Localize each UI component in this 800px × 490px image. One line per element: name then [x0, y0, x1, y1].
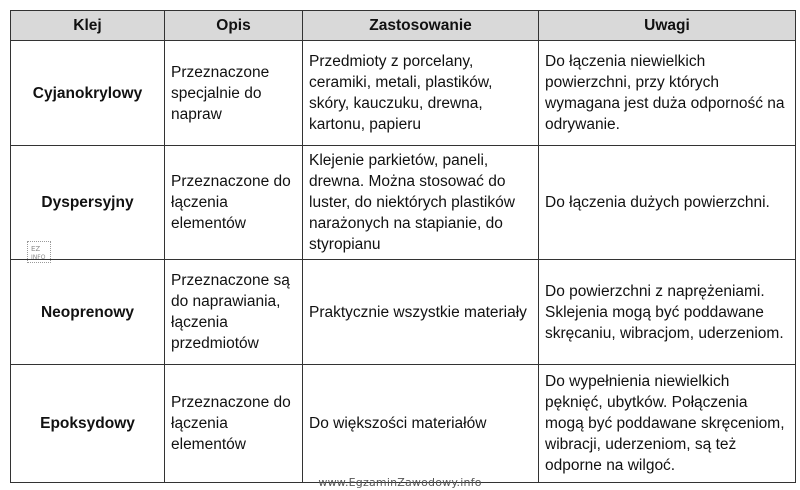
uwagi-cell: Do powierzchni z naprężeniami. Sklejenia mogą być poddawane skręcaniu, wibracjom, uderzeniom.	[539, 260, 796, 365]
glue-name-cell: Epoksydowy	[11, 365, 165, 483]
zastosowanie-cell: Do większości materiałów	[303, 365, 539, 483]
zastosowanie-cell: Przedmioty z porcelany, ceramiki, metali, plastików, skóry, kauczuku, drewna, kartonu, papieru	[303, 41, 539, 146]
glue-name-cell: Neoprenowy	[11, 260, 165, 365]
zastosowanie-cell: Praktycznie wszystkie materiały	[303, 260, 539, 365]
glue-name-cell: Dyspersyjny	[11, 146, 165, 260]
ez-info-logo-icon	[27, 241, 51, 263]
opis-cell: Przeznaczone są do naprawiania, łączenia przedmiotów	[165, 260, 303, 365]
uwagi-cell: Do łączenia niewielkich powierzchni, przy których wymagana jest duża odporność na odrywanie.	[539, 41, 796, 146]
uwagi-cell: Do wypełnienia niewielkich pęknięć, ubytków. Połączenia mogą być poddawane skręceniom, wibracji, uderzeniom, są też odporne na wilgoć.	[539, 365, 796, 483]
glue-name-cell: Cyjanokrylowy	[11, 41, 165, 146]
table-row	[11, 365, 796, 483]
header-zastosowanie: Zastosowanie	[303, 11, 539, 41]
table-row	[11, 41, 796, 146]
opis-cell: Przeznaczone do łączenia elementów	[165, 146, 303, 260]
opis-cell: Przeznaczone do łączenia elementów	[165, 365, 303, 483]
opis-cell: Przeznaczone specjalnie do napraw	[165, 41, 303, 146]
svg-text:INFO: INFO	[31, 254, 46, 260]
header-klej: Klej	[11, 11, 165, 41]
watermark-url: www.EgzaminZawodowy.info	[318, 476, 482, 489]
header-uwagi: Uwagi	[539, 11, 796, 41]
header-opis: Opis	[165, 11, 303, 41]
uwagi-cell: Do łączenia dużych powierzchni.	[539, 146, 796, 260]
glue-table-container	[10, 10, 795, 483]
svg-text:EZ: EZ	[31, 245, 41, 253]
table-row	[11, 146, 796, 260]
table-header-row	[11, 11, 796, 41]
zastosowanie-cell: Klejenie parkietów, paneli, drewna. Można stosować do luster, do niektórych plastików narażonych na stapianie, do styropianu	[303, 146, 539, 260]
glue-table	[10, 10, 796, 483]
table-row	[11, 260, 796, 365]
